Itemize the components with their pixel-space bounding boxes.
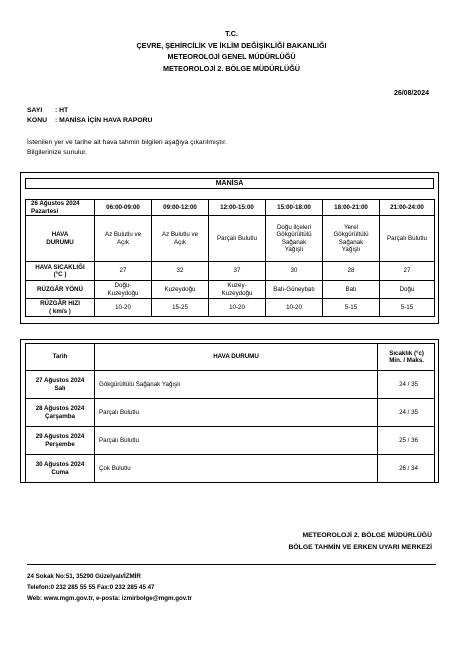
condition-cell [209, 216, 266, 262]
temperature-header-line-2: Min. / Maks. [389, 357, 424, 364]
forecast-day-date: 26 Ağustos 2024 [31, 200, 80, 208]
daily-forecast-box [20, 339, 439, 483]
column-header-condition: HAVA DURUMU [95, 344, 378, 371]
daily-condition: Parçalı Bulutlu [95, 399, 378, 427]
daily-forecast-table [25, 343, 435, 483]
condition-text: Doğu ilçeleri [276, 224, 312, 232]
table-row [26, 399, 435, 427]
footer-divider [27, 564, 436, 565]
condition-text: Yerel [344, 224, 358, 232]
wind-direction-text: Kuzeydoğu [164, 285, 196, 293]
table-row [26, 344, 435, 371]
condition-cell [266, 216, 323, 262]
wind-direction-cell [266, 281, 323, 299]
footer [27, 571, 192, 604]
daily-date-cell [26, 455, 95, 483]
wind-speed-row-label [26, 299, 95, 317]
temperature-cell: 32 [152, 262, 209, 281]
condition-text: Az Bulutlu ve [104, 231, 142, 239]
document-meta [27, 106, 152, 126]
temperature-cell: 27 [95, 262, 152, 281]
table-row [26, 281, 435, 299]
daily-date: 30 Ağustos 2024 [35, 461, 85, 469]
signature-block [288, 530, 432, 554]
daily-date-cell [26, 371, 95, 399]
letterhead-region: METEOROLOJİ 2. BÖLGE MÜDÜRLÜĞÜ [163, 63, 300, 73]
wind-direction-cell [380, 281, 435, 299]
wind-speed-cell: 10-20 [266, 299, 323, 317]
wind-direction-text: Kuzeydoğu [107, 289, 139, 297]
time-slot: 21:00-24:00 [380, 200, 435, 216]
temperature-label-line-1: HAVA SICAKLIĞI [35, 263, 85, 271]
wind-speed-cell: 5-15 [323, 299, 380, 317]
wind-speed-cell: 5-15 [380, 299, 435, 317]
sayi-row [27, 106, 152, 116]
table-row [26, 427, 435, 455]
intro-line-1: İstenilen yer ve tarihe ait hava tahmin bilgileri aşağıya çıkarılmıştır. [27, 139, 227, 146]
konu-value: : MANİSA İÇİN HAVA RAPORU [55, 117, 153, 124]
wind-speed-cell: 15-25 [152, 299, 209, 317]
wind-speed-cell: 10-20 [95, 299, 152, 317]
wind-direction-cell [152, 281, 209, 299]
forecast-day-cell [26, 200, 95, 216]
condition-text: Gökgürültülü [333, 231, 369, 239]
daily-day-name: Salı [54, 384, 66, 392]
table-row [26, 262, 435, 281]
time-slot: 09:00-12:00 [152, 200, 209, 216]
wind-direction-text: Kuzeydoğu [221, 289, 253, 297]
condition-cell [152, 216, 209, 262]
condition-label-line-1: HAVA [51, 231, 69, 239]
daily-temperature: 24 / 35 [378, 371, 435, 399]
daily-date: 27 Ağustos 2024 [35, 377, 85, 385]
time-slot: 18:00-21:00 [323, 200, 380, 216]
daily-condition: Çok Bulutlu [95, 455, 378, 483]
daily-temperature: 25 / 36 [378, 427, 435, 455]
signature-directorate: METEOROLOJİ 2. BÖLGE MÜDÜRLÜĞÜ [302, 532, 432, 539]
temperature-cell: 37 [209, 262, 266, 281]
city-name: MANİSA [25, 178, 434, 189]
intro-text [27, 138, 227, 158]
time-slot: 06:00-09:00 [95, 200, 152, 216]
condition-text: Az Bulutlu ve [161, 231, 199, 239]
daily-date: 29 Ağustos 2024 [35, 433, 85, 441]
condition-row-label [26, 216, 95, 262]
table-row [26, 216, 435, 262]
condition-text: Yağışlı [341, 245, 361, 253]
signature-center: BÖLGE TAHMİN VE ERKEN UYARI MERKEZİ [288, 544, 432, 551]
daily-day-name: Çarşamba [45, 412, 75, 420]
temperature-cell: 30 [266, 262, 323, 281]
wind-speed-label-line-2: ( km/s ) [49, 307, 71, 315]
sayi-label: SAYI [27, 107, 43, 114]
sayi-value: : HT [55, 107, 69, 114]
wind-direction-text: Kuzey- [227, 282, 247, 290]
table-row [26, 299, 435, 317]
daily-date: 28 Ağustos 2024 [35, 405, 85, 413]
condition-text: Yağışlı [284, 245, 304, 253]
table-row [26, 371, 435, 399]
daily-date-cell [26, 399, 95, 427]
wind-direction-cell [209, 281, 266, 299]
wind-direction-row-label: RÜZGÂR YÖNÜ [26, 281, 95, 299]
wind-speed-label-line-1: RÜZGÂR HIZI [40, 300, 80, 308]
daily-condition: Parçalı Bulutlu [95, 427, 378, 455]
condition-cell [95, 216, 152, 262]
condition-text: Gökgürültülü [276, 231, 312, 239]
condition-cell [323, 216, 380, 262]
daily-day-name: Cuma [51, 468, 69, 476]
letterhead [0, 28, 463, 74]
temperature-cell: 28 [323, 262, 380, 281]
letterhead-line-1: T.C. [225, 29, 238, 38]
wind-direction-text: Batı-Güneybatı [273, 285, 315, 293]
hourly-forecast-table [25, 199, 435, 317]
daily-temperature: 24 / 35 [378, 399, 435, 427]
time-slot: 12:00-15:00 [209, 200, 266, 216]
wind-direction-cell [323, 281, 380, 299]
table-row [26, 455, 435, 483]
hourly-forecast-box [20, 172, 439, 324]
footer-phone: Telefon:0 232 285 55 55 Fax:0 232 285 45 47 [27, 584, 155, 591]
column-header-temperature [378, 344, 435, 371]
daily-temperature: 26 / 34 [378, 455, 435, 483]
temperature-row-label [26, 262, 95, 281]
time-slot: 15:00-18:00 [266, 200, 323, 216]
document-date: 26/08/2024 [393, 90, 429, 97]
wind-speed-cell: 10-20 [209, 299, 266, 317]
condition-label-line-2: DURUMU [46, 238, 74, 246]
condition-text: Parçalı Bulutlu [387, 234, 427, 242]
intro-line-2: Bilgilerinize sunulur. [27, 149, 88, 156]
table-row [26, 200, 435, 216]
condition-cell [380, 216, 435, 262]
wind-direction-cell [95, 281, 152, 299]
letterhead-directorate: METEOROLOJİ GENEL MÜDÜRLÜĞÜ [167, 52, 296, 61]
forecast-day-name: Pazartesi [31, 207, 59, 215]
condition-text: Açık [173, 238, 187, 246]
footer-web: Web: www.mgm.gov.tr, e-posta: izmirbolge@mgm.gov.tr [27, 595, 192, 602]
temperature-cell: 27 [380, 262, 435, 281]
letterhead-ministry: ÇEVRE, ŞEHİRCİLİK VE İKLİM DEĞİŞİKLİĞİ BAKANLIĞI [136, 40, 327, 50]
wind-direction-text: Doğu [399, 285, 415, 293]
temperature-header-line-1: Sıcaklık (°c) [389, 349, 424, 357]
condition-text: Sağanak [281, 238, 307, 246]
temperature-label-line-2: (°C ) [53, 271, 67, 278]
condition-text: Parçalı Bulutlu [217, 234, 257, 242]
daily-condition: Gökgürültülü Sağanak Yağışlı [95, 371, 378, 399]
condition-text: Sağanak [338, 238, 364, 246]
daily-date-cell [26, 427, 95, 455]
column-header-date: Tarih [26, 344, 95, 371]
konu-label: KONU [27, 117, 48, 124]
daily-day-name: Perşembe [45, 440, 75, 448]
footer-address: 24 Sokak No:51, 35290 Güzelyalı/İZMİR [27, 573, 141, 580]
wind-direction-text: Doğu- [114, 282, 132, 290]
condition-text: Açık [116, 238, 130, 246]
konu-row [27, 116, 152, 126]
wind-direction-text: Batı [345, 285, 357, 293]
